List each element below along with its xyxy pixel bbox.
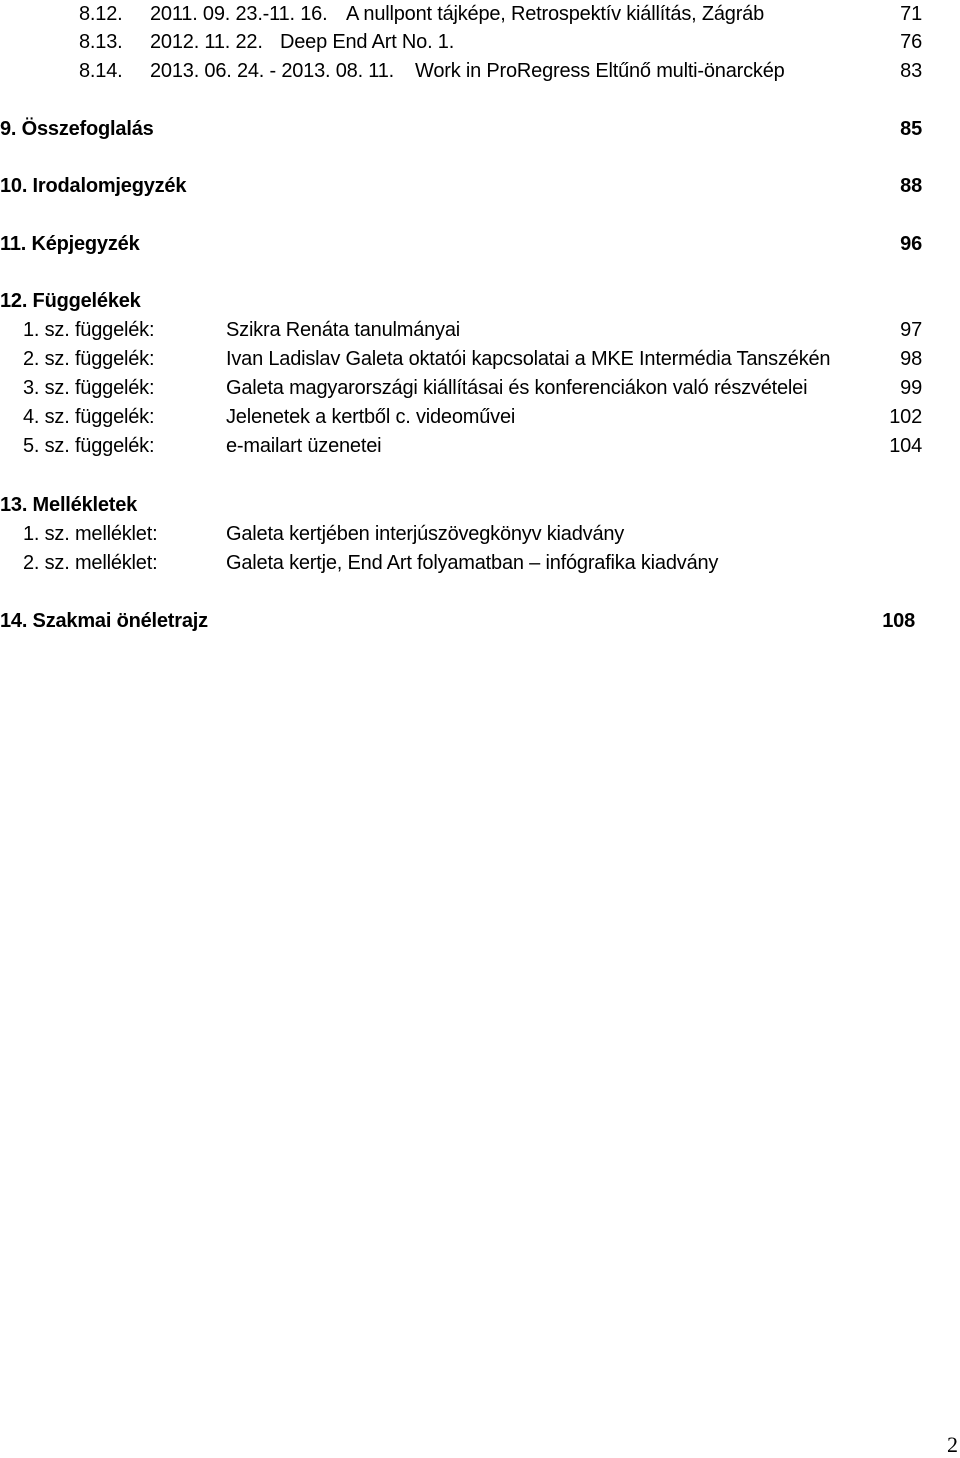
toc-section-13 [0, 491, 960, 519]
entry-page: 71 [900, 3, 922, 25]
toc-entry-8-12 [0, 0, 960, 28]
appendix-page: 98 [900, 348, 922, 370]
section-title: 9. Összefoglalás [0, 118, 154, 140]
entry-date: 2011. 09. 23.-11. 16. [150, 3, 328, 25]
toc-appendix-3 [0, 374, 960, 402]
section-page: 88 [900, 175, 922, 197]
appendix-page: 102 [889, 406, 922, 428]
entry-page: 83 [900, 60, 922, 82]
entry-number: 8.14. [79, 60, 123, 82]
toc-attachment-1 [0, 520, 960, 548]
entry-title: A nullpont tájképe, Retrospektív kiállítás, Zágráb [346, 3, 765, 25]
appendix-title: Ivan Ladislav Galeta oktatói kapcsolatai a MKE Intermédia Tanszékén [226, 348, 831, 370]
toc-section-12 [0, 287, 960, 315]
attachment-title: Galeta kertje, End Art folyamatban – infógrafika kiadvány [226, 552, 719, 574]
appendix-title: Galeta magyarországi kiállításai és konferenciákon való részvételei [226, 377, 808, 399]
toc-attachment-2 [0, 549, 960, 577]
appendix-page: 97 [900, 319, 922, 341]
toc-section-10 [0, 172, 960, 200]
attachment-number: 1. sz. melléklet: [23, 523, 158, 545]
appendix-title: Jelenetek a kertből c. videoművei [226, 406, 516, 428]
section-page: 108 [882, 610, 915, 632]
attachment-number: 2. sz. melléklet: [23, 552, 158, 574]
appendix-number: 1. sz. függelék: [23, 319, 155, 341]
entry-date: 2013. 06. 24. - 2013. 08. 11. [150, 60, 395, 82]
section-page: 96 [900, 233, 922, 255]
toc-section-14 [0, 607, 960, 635]
toc-appendix-5 [0, 432, 960, 460]
section-page: 85 [900, 118, 922, 140]
appendix-number: 3. sz. függelék: [23, 377, 155, 399]
entry-title: Deep End Art No. 1. [280, 31, 455, 53]
section-title: 14. Szakmai önéletrajz [0, 610, 208, 632]
attachment-title: Galeta kertjében interjúszövegkönyv kiadvány [226, 523, 625, 545]
section-title: 11. Képjegyzék [0, 233, 140, 255]
appendix-number: 5. sz. függelék: [23, 435, 155, 457]
entry-number: 8.12. [79, 3, 123, 25]
section-title: 13. Mellékletek [0, 494, 138, 516]
toc-section-9 [0, 115, 960, 143]
toc-appendix-1 [0, 316, 960, 344]
appendix-number: 2. sz. függelék: [23, 348, 155, 370]
section-title: 10. Irodalomjegyzék [0, 175, 187, 197]
entry-date: 2012. 11. 22. [150, 31, 263, 53]
toc-appendix-4 [0, 403, 960, 431]
entry-number: 8.13. [79, 31, 123, 53]
toc-appendix-2 [0, 345, 960, 373]
appendix-page: 99 [900, 377, 922, 399]
section-title: 12. Függelékek [0, 290, 141, 312]
appendix-title: Szikra Renáta tanulmányai [226, 319, 461, 341]
appendix-page: 104 [889, 435, 922, 457]
toc-entry-8-13 [0, 28, 960, 56]
toc-section-11 [0, 230, 960, 258]
entry-title: Work in ProRegress Eltűnő multi-önarckép [415, 60, 785, 82]
appendix-title: e-mailart üzenetei [226, 435, 382, 457]
toc-entry-8-14 [0, 57, 960, 85]
entry-page: 76 [900, 31, 922, 53]
page-number: 2 [947, 1432, 958, 1457]
appendix-number: 4. sz. függelék: [23, 406, 155, 428]
